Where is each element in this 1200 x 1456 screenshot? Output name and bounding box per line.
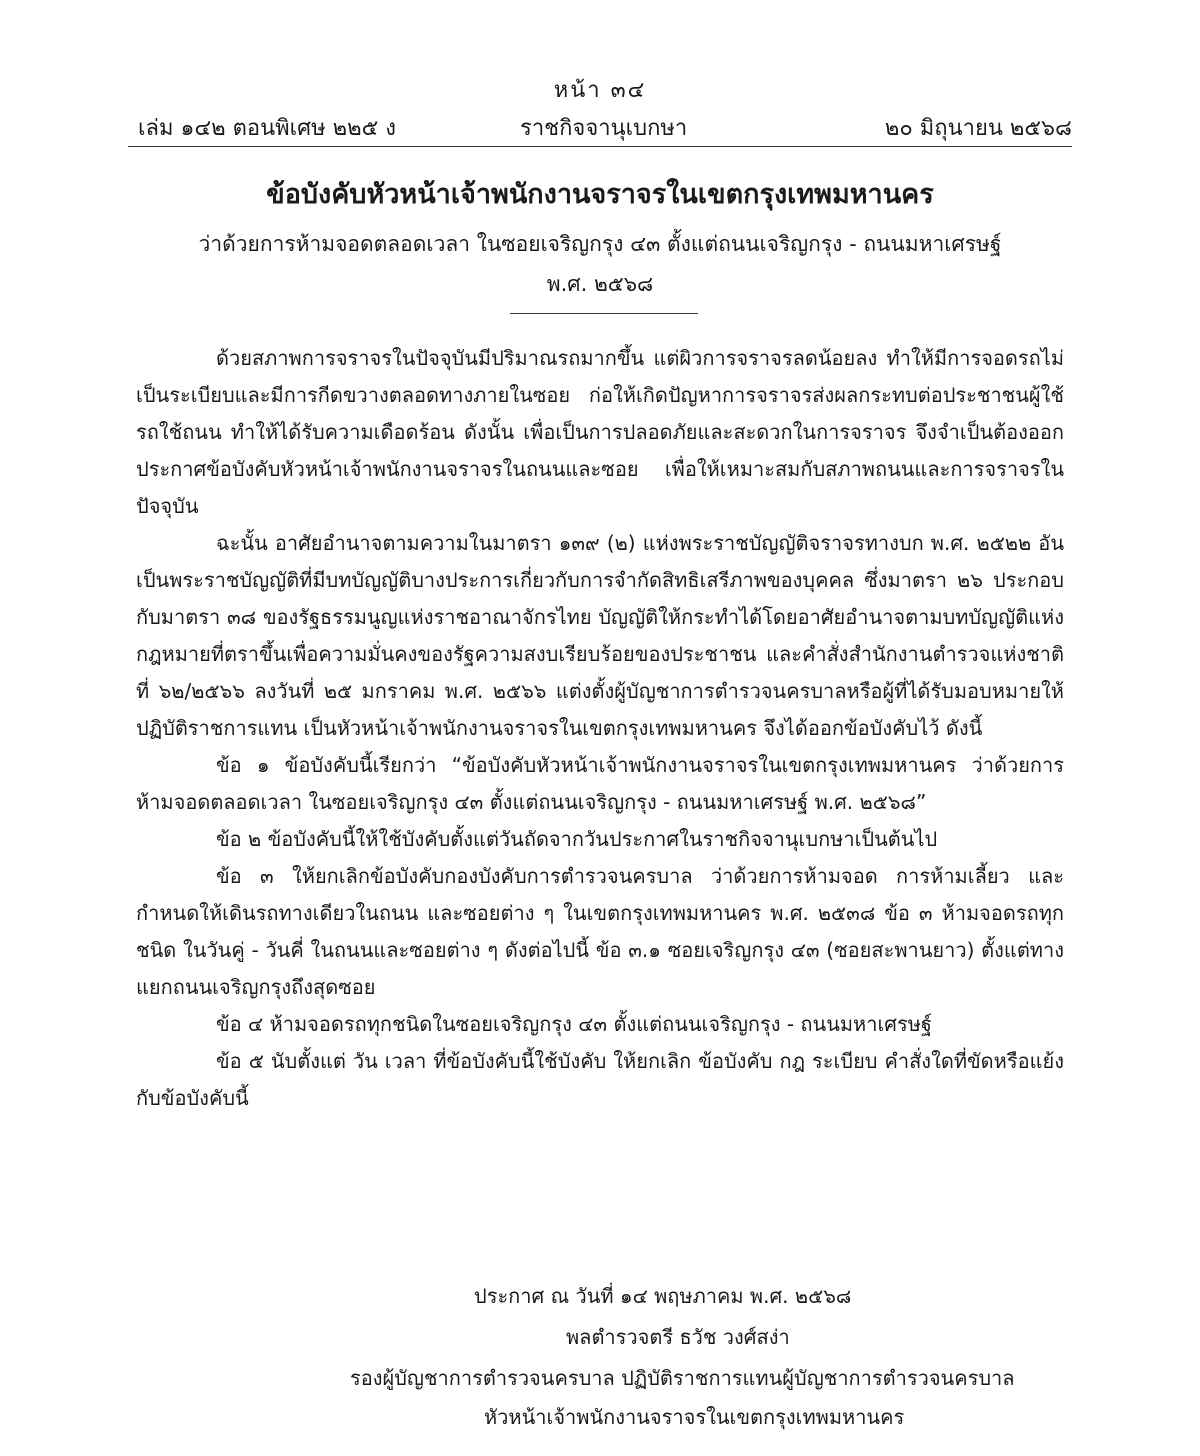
volume-info: เล่ม ๑๔๒ ตอนพิเศษ ๒๒๕ ง bbox=[138, 116, 397, 141]
paragraph-preamble: ด้วยสภาพการจราจรในปัจจุบันมีปริมาณรถมากขึ้น แต่ผิวการจราจรลดน้อยลง ทำให้มีการจอดรถไม่เป็นระเบียบและมีการกีดขวางตลอดทางภายในซอย ก่อให้เกิดปัญหาการจราจรส่งผลกระทบต่อประชาชนผู้ใช้รถใช้ถนน ทำให้ได้รับความเดือดร้อน ดังนั้น เพื่อเป็นการปลอดภัยและสะดวกในการจราจร จึงจำเป็นต้องออกประกาศข้อบังคับหัวหน้าเจ้าพนักงานจราจรในถนนและซอย เพื่อให้เหมาะสมกับสภาพถนนและการจราจรในปัจจุบัน bbox=[136, 346, 1064, 518]
document-year: พ.ศ. ๒๕๖๘ bbox=[546, 272, 654, 296]
page-number: หน้า ๓๔ bbox=[553, 78, 647, 103]
signatory-position: รองผู้บัญชาการตำรวจนครบาล ปฏิบัติราชการแทนผู้บัญชาการตำรวจนครบาล bbox=[350, 1366, 1015, 1390]
announcement-date: ประกาศ ณ วันที่ ๑๔ พฤษภาคม พ.ศ. ๒๕๖๘ bbox=[474, 1284, 852, 1308]
clause-3: ข้อ ๓ ให้ยกเลิกข้อบังคับกองบังคับการตำรวจนครบาล ว่าด้วยการห้ามจอด การห้ามเลี้ยว และกำหนดให้เดินรถทางเดียวในถนน และซอยต่าง ๆ ในเขตกรุงเทพมหานคร พ.ศ. ๒๕๓๘ ข้อ ๓ ห้ามจอดรถทุกชนิด ในวันคู่ - วันคี่ ในถนนและซอยต่าง ๆ ดังต่อไปนี้ ข้อ ๓.๑ ซอยเจริญกรุง ๔๓ (ซอยสะพานยาว) ตั้งแต่ทางแยกถนนเจริญกรุงถึงสุดซอย bbox=[136, 864, 1064, 999]
title-divider bbox=[510, 313, 698, 314]
header-divider bbox=[128, 146, 1072, 147]
document-title: ข้อบังคับหัวหน้าเจ้าพนักงานจราจรในเขตกรุงเทพมหานคร bbox=[266, 179, 934, 210]
clause-4: ข้อ ๔ ห้ามจอดรถทุกชนิดในซอยเจริญกรุง ๔๓ ตั้งแต่ถนนเจริญกรุง - ถนนมหาเศรษฐ์ bbox=[216, 1012, 932, 1036]
gazette-header bbox=[138, 110, 1072, 142]
paragraph-authority: ฉะนั้น อาศัยอำนาจตามความในมาตรา ๑๓๙ (๒) แห่งพระราชบัญญัติจราจรทางบก พ.ศ. ๒๕๒๒ อันเป็นพระราชบัญญัติที่มีบทบัญญัติบางประการเกี่ยวกับการจำกัดสิทธิเสรีภาพของบุคคล ซึ่งมาตรา ๒๖ ประกอบกับมาตรา ๓๘ ของรัฐธรรมนูญแห่งราชอาณาจักรไทย บัญญัติให้กระทำได้โดยอาศัยอำนาจตามบทบัญญัติแห่งกฎหมายที่ตราขึ้นเพื่อความมั่นคงของรัฐความสงบเรียบร้อยของประชาชน และคำสั่งสำนักงานตำรวจแห่งชาติ ที่ ๖๒/๒๕๖๖ ลงวันที่ ๒๕ มกราคม พ.ศ. ๒๕๖๖ แต่งตั้งผู้บัญชาการตำรวจนครบาลหรือผู้ที่ได้รับมอบหมายให้ปฏิบัติราชการแทน เป็นหัวหน้าเจ้าพนักงานจราจรในเขตกรุงเทพมหานคร จึงได้ออกข้อบังคับไว้ ดังนี้ bbox=[136, 531, 1064, 740]
publication-date: ๒๐ มิถุนายน ๒๕๖๘ bbox=[884, 116, 1072, 141]
signatory-name: พลตำรวจตรี ธวัช วงศ์สง่า bbox=[566, 1325, 790, 1349]
signatory-role: หัวหน้าเจ้าพนักงานจราจรในเขตกรุงเทพมหานคร bbox=[484, 1405, 905, 1429]
gazette-name: ราชกิจจานุเบกษา bbox=[520, 116, 688, 141]
clause-5: ข้อ ๕ นับตั้งแต่ วัน เวลา ที่ข้อบังคับนี้ใช้บังคับ ให้ยกเลิก ข้อบังคับ กฎ ระเบียบ คำสั่งใดที่ขัดหรือแย้งกับข้อบังคับนี้ bbox=[136, 1049, 1064, 1110]
clause-2: ข้อ ๒ ข้อบังคับนี้ให้ใช้บังคับตั้งแต่วันถัดจากวันประกาศในราชกิจจานุเบกษาเป็นต้นไป bbox=[216, 827, 938, 851]
clause-1: ข้อ ๑ ข้อบังคับนี้เรียกว่า “ข้อบังคับหัวหน้าเจ้าพนักงานจราจรในเขตกรุงเทพมหานคร ว่าด้วยการห้ามจอดตลอดเวลา ในซอยเจริญกรุง ๔๓ ตั้งแต่ถนนเจริญกรุง - ถนนมหาเศรษฐ์ พ.ศ. ๒๕๖๘” bbox=[136, 753, 1064, 814]
document-body bbox=[136, 340, 1064, 1117]
document-subtitle: ว่าด้วยการห้ามจอดตลอดเวลา ในซอยเจริญกรุง ๔๓ ตั้งแต่ถนนเจริญกรุง - ถนนมหาเศรษฐ์ bbox=[198, 232, 1002, 256]
